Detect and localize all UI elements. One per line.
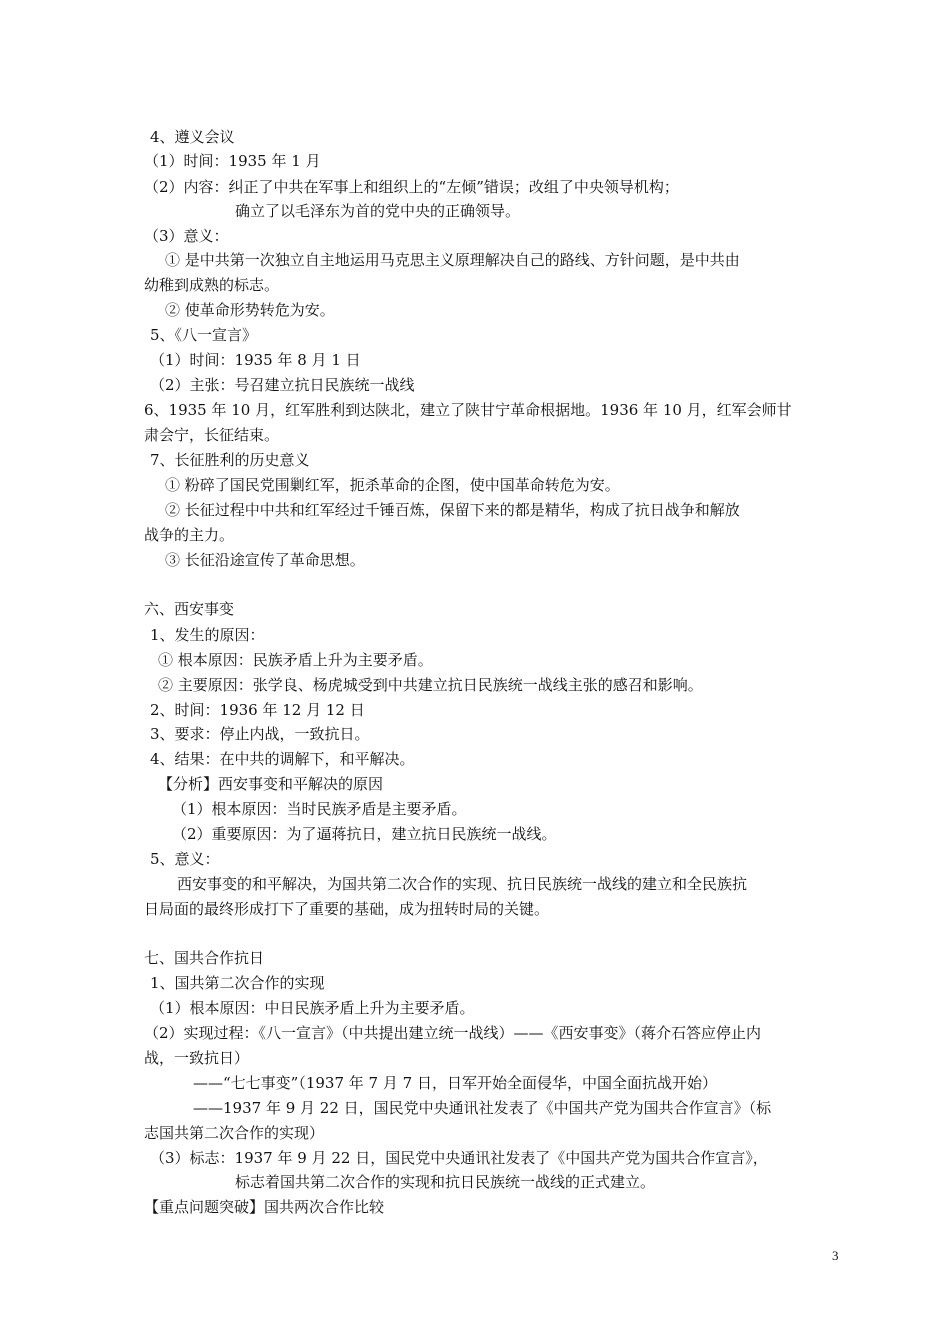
text-line: 战争的主力。 xyxy=(144,526,235,544)
text-line: ② 使革命形势转危为安。 xyxy=(165,301,335,319)
text-line: （3）标志：1937 年 9 月 22 日，国民党中央通讯社发表了《中国共产党为国共合作宣言》， xyxy=(150,1149,768,1167)
text-line: （2）重要原因：为了逼蒋抗日，建立抗日民族统一战线。 xyxy=(172,825,557,843)
text-line: ——1937 年 9 月 22 日，国民党中央通讯社发表了《中国共产党为国共合作宣言》（标 xyxy=(193,1099,772,1117)
text-line: ③ 长征沿途宣传了革命思想。 xyxy=(165,551,365,569)
text-line: 日局面的最终形成打下了重要的基础，成为扭转时局的关键。 xyxy=(144,900,550,918)
text-line: ① 是中共第一次独立自主地运用马克思主义原理解决自己的路线、方针问题，是中共由 xyxy=(165,251,740,269)
page-number: 3 xyxy=(832,1248,839,1263)
text-line: ② 主要原因：张学良、杨虎城受到中共建立抗日民族统一战线主张的感召和影响。 xyxy=(158,676,703,694)
text-line: 5、意义： xyxy=(150,850,220,868)
text-line: 7、长征胜利的历史意义 xyxy=(150,451,310,469)
text-line: 2、时间：1936 年 12 月 12 日 xyxy=(150,701,365,719)
text-line: （3）意义： xyxy=(144,227,229,245)
text-line: 志国共第二次合作的实现） xyxy=(144,1124,325,1142)
text-line: 5、《八一宣言》 xyxy=(150,326,258,344)
text-line: ② 长征过程中中共和红军经过千锤百炼，保留下来的都是精华，构成了抗日战争和解放 xyxy=(165,501,740,519)
text-line: 确立了以毛泽东为首的党中央的正确领导。 xyxy=(235,202,521,220)
text-line: 标志着国共第二次合作的实现和抗日民族统一战线的正式建立。 xyxy=(235,1173,656,1191)
text-line: 战，一致抗日） xyxy=(144,1049,250,1067)
text-line: 3、要求：停止内战，一致抗日。 xyxy=(150,725,370,743)
text-line: （2）实现过程：《八一宣言》（中共提出建立统一战线）——《西安事变》（蒋介石答应停止内 xyxy=(144,1024,762,1042)
section-heading: 六、西安事变 xyxy=(144,600,235,618)
text-line: 4、结果：在中共的调解下，和平解决。 xyxy=(150,750,415,768)
text-line: 【重点问题突破】国共两次合作比较 xyxy=(144,1198,385,1216)
text-line: 【分析】西安事变和平解决的原因 xyxy=(158,775,384,793)
text-line: 4、遵义会议 xyxy=(150,128,235,146)
text-line: 幼稚到成熟的标志。 xyxy=(144,276,280,294)
text-line: 1、发生的原因： xyxy=(150,626,265,644)
text-line: （2）主张：号召建立抗日民族统一战线 xyxy=(150,376,415,394)
text-line: ——“七七事变”（1937 年 7 月 7 日，日军开始全面侵华，中国全面抗战开始） xyxy=(193,1074,717,1092)
section-heading: 七、国共合作抗日 xyxy=(144,949,265,967)
text-line: （1）时间：1935 年 1 月 xyxy=(144,152,321,170)
text-line: 肃会宁，长征结束。 xyxy=(144,426,280,444)
text-line: 西安事变的和平解决，为国共第二次合作的实现、抗日民族统一战线的建立和全民族抗 xyxy=(177,875,748,893)
text-line: （1）时间：1935 年 8 月 1 日 xyxy=(150,351,361,369)
text-line: 1、国共第二次合作的实现 xyxy=(150,974,325,992)
text-line: （2）内容：纠正了中共在军事上和组织上的“左倾”错误；改组了中央领导机构； xyxy=(144,178,679,196)
text-line: 6、1935 年 10 月，红军胜利到达陕北，建立了陕甘宁革命根据地。1936 年 10 月，红军会师甘 xyxy=(144,401,792,419)
text-line: （1）根本原因：中日民族矛盾上升为主要矛盾。 xyxy=(150,999,475,1017)
text-line: ① 根本原因：民族矛盾上升为主要矛盾。 xyxy=(158,651,433,669)
text-line: ① 粉碎了国民党围剿红军，扼杀革命的企图，使中国革命转危为安。 xyxy=(165,476,620,494)
text-line: （1）根本原因：当时民族矛盾是主要矛盾。 xyxy=(172,800,467,818)
